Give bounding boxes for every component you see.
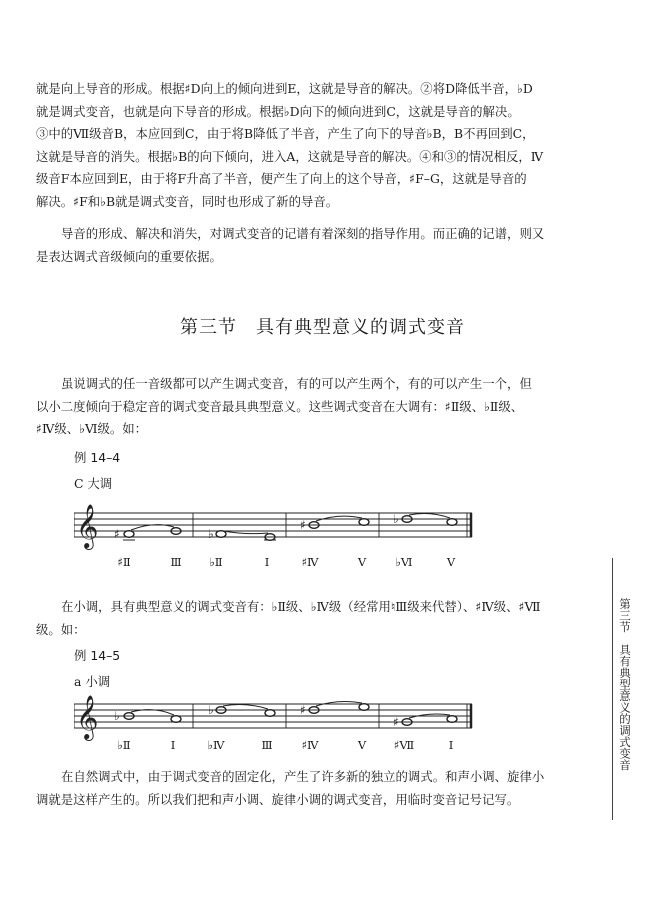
- treble-clef-icon: 𝄞: [76, 695, 99, 739]
- example-label: 例 14–4: [74, 450, 121, 465]
- svg-text:♭: ♭: [114, 709, 120, 723]
- body-paragraph-leading-tones: [36, 78, 609, 213]
- degree-label: Ⅰ: [448, 738, 454, 752]
- degree-label: ♯Ⅳ: [301, 738, 319, 752]
- degree-label: ♭Ⅵ: [395, 555, 413, 569]
- degree-label: Ⅲ: [261, 738, 273, 752]
- degree-label: ♭Ⅱ: [117, 738, 131, 752]
- degree-label: Ⅰ: [170, 738, 176, 752]
- treble-clef-icon: 𝄞: [76, 504, 99, 548]
- text-line: ③中的Ⅶ级音B，本应回到C，由于将B降低了半音，产生了向下的导音♭B，B不再回到C，: [36, 126, 535, 141]
- text-line: 虽说调式的任一音级都可以产生调式变音，有的可以产生两个，有的可以产生一个，但: [61, 376, 532, 391]
- example-key: a 小调: [74, 674, 111, 689]
- degree-label: ♭Ⅱ: [209, 555, 223, 569]
- text-line: 级。如：: [36, 621, 86, 637]
- degree-label: ♭Ⅳ: [207, 738, 225, 752]
- degree-row-major: [74, 555, 474, 571]
- degree-label: ♯Ⅱ: [117, 555, 131, 569]
- text-line: 导音的形成、解决和消失，对调式变音的记谱有着深刻的指导作用。而正确的记谱，则又: [61, 226, 545, 241]
- example-label: 例 14–5: [74, 648, 121, 663]
- section-title: 第三节 具有典型意义的调式变音: [180, 317, 465, 338]
- example-key: C 大调: [74, 476, 113, 491]
- degree-label: Ⅴ: [357, 738, 367, 752]
- svg-text:♭: ♭: [393, 512, 399, 526]
- music-staff-minor: [74, 690, 474, 742]
- body-paragraph-notation: [36, 223, 609, 268]
- text-line: 这就是导音的消失。根据♭B的向下倾向，进入A，这就是导音的解决。④和③的情况相反，Ⅳ: [36, 148, 544, 164]
- text-line: 解决。♯F和♭B就是调式变音，同时也形成了新的导音。: [36, 193, 339, 209]
- degree-label: Ⅴ: [357, 555, 367, 569]
- text-line: 以小二度倾向于稳定音的调式变音最具典型意义。这些调式变音在大调有：♯Ⅱ级、♭Ⅱ级、: [36, 398, 524, 414]
- body-paragraph-minor: [36, 596, 609, 641]
- text-line: 在小调，具有典型意义的调式变音有：♭Ⅱ级、♭Ⅳ级（经常用♮Ⅲ级来代替）、♯Ⅳ级、♯Ⅶ: [61, 599, 541, 614]
- degree-row-minor: [74, 738, 474, 754]
- text-line: 调就是这样产生的。所以我们把和声小调、旋律小调的调式变音，用临时变音记号记写。: [36, 791, 520, 807]
- degree-label: ♯Ⅶ: [393, 738, 415, 752]
- degree-label: ♯Ⅳ: [301, 555, 319, 569]
- body-paragraph-conclusion: [36, 766, 609, 811]
- music-staff-major: [74, 499, 474, 551]
- svg-text:♯: ♯: [300, 518, 306, 532]
- degree-label: Ⅰ: [264, 555, 270, 569]
- degree-label: Ⅲ: [170, 555, 182, 569]
- text-line: 级音F本应回到E，由于将F升高了半音，便产生了向上的这个导音，♯F–G，这就是导音的: [36, 171, 527, 186]
- text-line: 就是向上导音的形成。根据♯D向上的倾向进到E，这就是导音的解决。②将D降低半音，♭D: [36, 81, 533, 96]
- svg-text:♭: ♭: [208, 527, 214, 541]
- text-line: ♯Ⅳ级、♭Ⅵ级。如：: [36, 421, 148, 436]
- text-line: 是表达调式音级倾向的重要依据。: [36, 248, 222, 264]
- text-line: 就是调式变音，也就是向下导音的形成。根据♭D向下的倾向进到C，这就是导音的解决。: [36, 103, 520, 119]
- side-running-header: 第三节 具有典型意义的调式变音: [618, 598, 632, 771]
- svg-text:♯: ♯: [300, 703, 306, 717]
- text-line: 在自然调式中，由于调式变音的固定化，产生了许多新的独立的调式。和声小调、旋律小: [61, 769, 545, 784]
- body-paragraph-intro: [36, 373, 609, 441]
- degree-label: Ⅴ: [446, 555, 456, 569]
- svg-text:♭: ♭: [208, 703, 214, 717]
- svg-text:♯: ♯: [114, 527, 120, 541]
- svg-text:♯: ♯: [393, 715, 399, 729]
- side-divider: [612, 558, 613, 820]
